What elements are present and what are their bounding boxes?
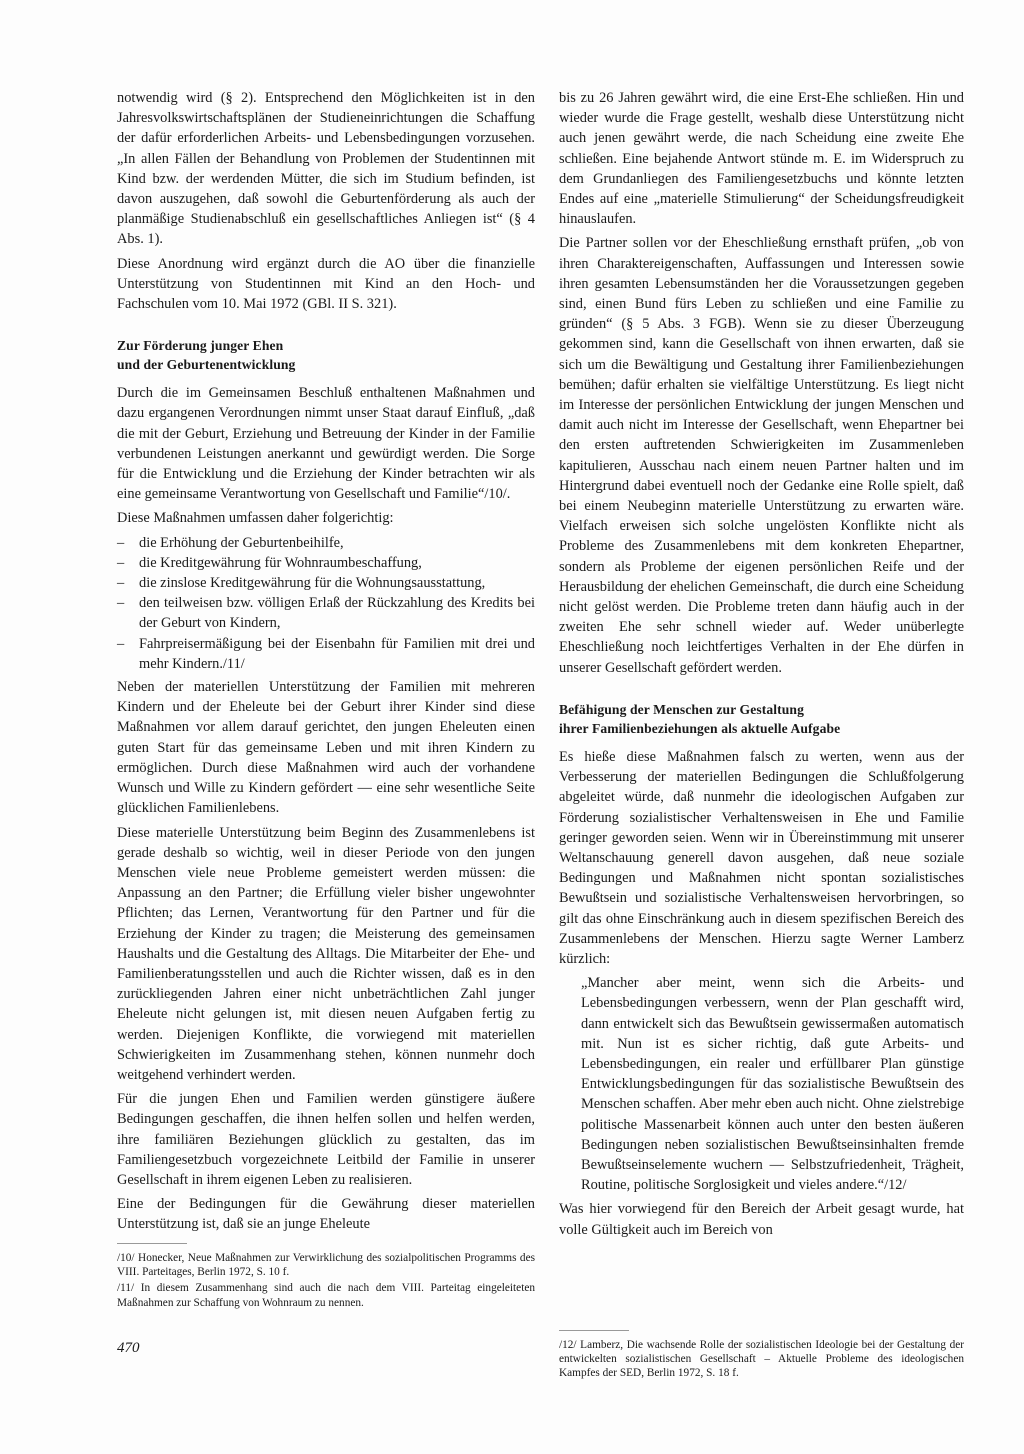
paragraph: Eine der Bedingungen für die Gewährung dieser materiellen Unterstützung ist, daß sie an junge Eheleute — [117, 1196, 535, 1233]
list-item: – die zinslose Kreditgewährung für die Wohnungsausstattung, — [117, 573, 535, 593]
list-item: – die Kreditgewährung für Wohnraumbeschaffung, — [117, 553, 535, 573]
section-heading-line: und der Geburtenentwicklung — [117, 357, 296, 373]
paragraph: Diese materielle Unterstützung beim Beginn des Zusammenlebens ist gerade deshalb so wichtig, weil in dieser Periode von den jungen Menschen viele neue Probleme gemeistert werden müssen: die Anpassung an den Partner; die Erfüllung vieler bisher ungewohnter Pflichten; das Lernen, Verantwortung für den Partner und für die Erziehung der Kinder zu tragen; die Meisterung des gemeinsamen Haushalts und die Gestaltung des Alltags. Die Mitarbeiter der Ehe- und Familienberatungsstellen und auch die Richter wissen, daß es in den zurückliegenden Jahren einer nicht unbeträchtlichen Zahl junger Eheleute nicht gelungen ist, mit diesen neuen Aufgaben fertig zu werden. Diejenigen Konflikte, die vorwiegend mit materiellen Schwierigkeiten im Zusammenhang stehen, können nunmehr doch weitgehend verhindert werden. — [117, 824, 535, 1083]
section-heading — [117, 336, 535, 374]
paragraph: bis zu 26 Jahren gewährt wird, die eine Erst-Ehe schließen. Hin und wieder wurde die Frage gestellt, weshalb diese Unterstützung nicht auch jenen gewährt werde, die nach Scheidung eine zweite Ehe schließen. Eine bejahende Antwort stünde m. E. im Widerspruch zu dem Grundanliegen des Familiengesetzbuchs und könnte letzten Endes auf eine „materielle Stimulierung“ der Scheidungsfreudigkeit hinauslaufen. — [559, 90, 964, 228]
list-item: – die Erhöhung der Geburtenbeihilfe, — [117, 533, 535, 553]
paragraph: Es hieße diese Maßnahmen falsch zu werten, wenn aus der Verbesserung der materiellen Bedingungen die Schlußfolgerung abgeleitet würde, daß nunmehr die ideologischen Aufgaben zur Förderung sozialistischer Verhaltensweisen in Ehe und Familie geringer geworden seien. Wenn wir in Übereinstimmung mit unserer Weltanschauung generell davon ausgehen, daß neue soziale Bedingungen und Maßnahmen nicht spontan sozialistisches Bewußtsein und sozialistische Verhaltensweisen hervorbringen, so gilt das ohne Einschränkung auch in diesem spezifischen Bereich des Zusammenlebens der Menschen. Hierzu sagte Werner Lamberz kürzlich: — [559, 748, 964, 967]
paragraph: Diese Maßnahmen umfassen daher folgerichtig: — [117, 510, 394, 527]
paragraph: Für die jungen Ehen und Familien werden günstigere äußere Bedingungen geschaffen, die ihnen helfen sollen und helfen werden, ihre familiären Beziehungen glücklich zu gestalten, das im Familiengesetzbuch vorgezeichnete Leitbild der Familie in unserer Gesellschaft in ihrem eigenen Leben zu realisieren. — [117, 1091, 535, 1188]
block-quote — [581, 973, 964, 1195]
footnote-divider — [117, 1243, 187, 1244]
paragraph: Die Partner sollen vor der Eheschließung ernsthaft prüfen, „ob von ihren Charaktereigenschaften, Auffassungen und Interessen sowie ihren gesamten Lebensumständen her die Voraussetzungen gegeben sind, einen Bund fürs Leben zu schließen und eine Familie zu gründen“ (§ 5 Abs. 3 FGB). Wenn sie zu dieser Überzeugung gekommen sind, kann die Gesellschaft von ihnen erwarten, daß sie sich um die Bewältigung und Gestaltung ihrer Familienbeziehungen bemühen; dafür erhalten sie vielfältige Unterstützung. Es liegt nicht im Interesse der persönlichen Entwicklung der jungen Menschen und damit auch nicht im Interesse der Gesellschaft, wenn Ehepartner bei den ersten auftretenden Schwierigkeiten im Zusammenleben kapitulieren, Ausschau nach einem neuen Partner halten und im Hintergrund dabei eventuell noch der Gedanke eine Rolle spielt, daß bei einem Neubeginn materielle Unterstützung zu erwarten wäre. Vielfach erweisen sich solche ungelösten Konflikte nicht als Probleme des Zusammenlebens mit dem konkreten Ehepartner, sondern als Probleme der eigenen persönlichen Reife und der Herausbildung der ehelichen Gemeinschaft, die durch eine Scheidung nicht gelöst werden. Die Probleme treten dann häufig auch in der zweiten Ehe sehr schnell wieder auf. Weder unüberlegte Eheschließung noch leichtfertiges Verhalten in der Ehe dürfen in unserer Gesellschaft gefördert werden. — [559, 235, 964, 676]
section-heading-line: Zur Förderung junger Ehen — [117, 338, 284, 354]
section-heading — [559, 700, 964, 738]
footnote-10: /10/ Honecker, Neue Maßnahmen zur Verwirklichung des sozialpolitischen Programms des VIII. Parteitages, Berlin 1972, S. 10 f. — [117, 1252, 535, 1279]
quote-text: „Mancher aber meint, wenn sich die Arbeits- und Lebensbedingungen verbessern, wenn der Plan geschafft wird, dann entwickelt sich das Bewußtsein gewissermaßen automatisch mit. Nun ist es sicher richtig, daß gute Arbeits- und Lebensbedingungen, ein realer und erfüllbarer Plan günstige Entwicklungsbedingungen für das sozialistische Bewußtsein des Menschen schaffen. Aber mehr eben auch nicht. Ohne zielstrebige politische Massenarbeit können auch unter den besten äußeren Bedingungen neben sozialistischen Bewußtseinsinhalten fremde Bewußtseinselemente wuchern — Selbstzufriedenheit, Trägheit, Routine, politische Sorglosigkeit und vieles andere.“/12/ — [581, 975, 964, 1194]
left-column — [117, 88, 535, 1239]
footnote-divider — [559, 1330, 629, 1331]
paragraph: Neben der materiellen Unterstützung der Familien mit mehreren Kindern und der Eheleute bei der Geburt ihrer Kinder sind diese Maßnahmen vor allem darauf gerichtet, den jungen Eheleuten einen guten Start für das gemeinsame Leben und mit ihren Kindern zu ermöglichen. Durch diese Maßnahmen wird auch der vorhandene Wunsch und Wille zu Kindern gefördert — eine sehr wesentliche Seite glücklichen Familienlebens. — [117, 679, 535, 817]
footnotes-right — [559, 1338, 964, 1383]
paragraph: Durch die im Gemeinsamen Beschluß enthaltenen Maßnahmen und dazu ergangenen Verordnungen nimmt unser Staat darauf Einfluß, „daß die mit der Geburt, Erziehung und Betreuung der Kinder in der Familie verbundenen Leistungen anerkannt und gewürdigt werden. Die Sorge für die Entwicklung und die Erziehung der Kinder betrachten wir als eine gemeinsame Verantwortung von Gesellschaft und Familie“/10/. — [117, 385, 535, 503]
section-heading-line: Befähigung der Menschen zur Gestaltung — [559, 701, 804, 717]
paragraph: Was hier vorwiegend für den Bereich der Arbeit gesagt wurde, hat volle Gültigkeit auch im Bereich von — [559, 1201, 964, 1238]
paragraph: Diese Anordnung wird ergänzt durch die AO über die finanzielle Unterstützung von Studentinnen mit Kind an den Hoch- und Fachschulen vom 10. Mai 1972 (GBl. II S. 321). — [117, 255, 535, 313]
paragraph: notwendig wird (§ 2). Entsprechend den Möglichkeiten ist in den Jahresvolkswirtschaftsplänen der Studieneinrichtungen die Schaffung der dafür erforderlichen Arbeits- und Lebensbedingungen vorzusehen. „In allen Fällen der Behandlung von Problemen der Studentinnen mit Kind bzw. der werdenden Mütter, die sich im Studium befinden, ist davon auszugehen, daß sowohl die Geburtenförderung als auch der planmäßige Studienabschluß ein gesellschaftliches Anliegen ist“ (§ 4 Abs. 1). — [117, 90, 535, 248]
footnotes-left — [117, 1251, 535, 1312]
right-column — [559, 88, 964, 1244]
footnote-11: /11/ In diesem Zusammenhang sind auch die nach dem VIII. Parteitag eingeleiteten Maßnahmen zur Schaffung von Wohnraum zu nennen. — [117, 1282, 535, 1309]
footnote-12: /12/ Lamberz, Die wachsende Rolle der sozialistischen Ideologie bei der Gestaltung der entwickelten sozialistischen Gesellschaft – Aktuelle Probleme des ideologischen Kampfes der SED, Berlin 1972, S. 18 f. — [559, 1339, 964, 1380]
section-heading-line: ihrer Familienbeziehungen als aktuelle Aufgabe — [559, 720, 841, 736]
list-item: – Fahrpreisermäßigung bei der Eisenbahn für Familien mit drei und mehr Kindern./11/ — [117, 634, 535, 674]
measures-list — [117, 533, 535, 674]
list-item: – den teilweisen bzw. völligen Erlaß der Rückzahlung des Kredits bei der Geburt von Kindern, — [117, 593, 535, 633]
page-number: 470 — [117, 1340, 140, 1356]
